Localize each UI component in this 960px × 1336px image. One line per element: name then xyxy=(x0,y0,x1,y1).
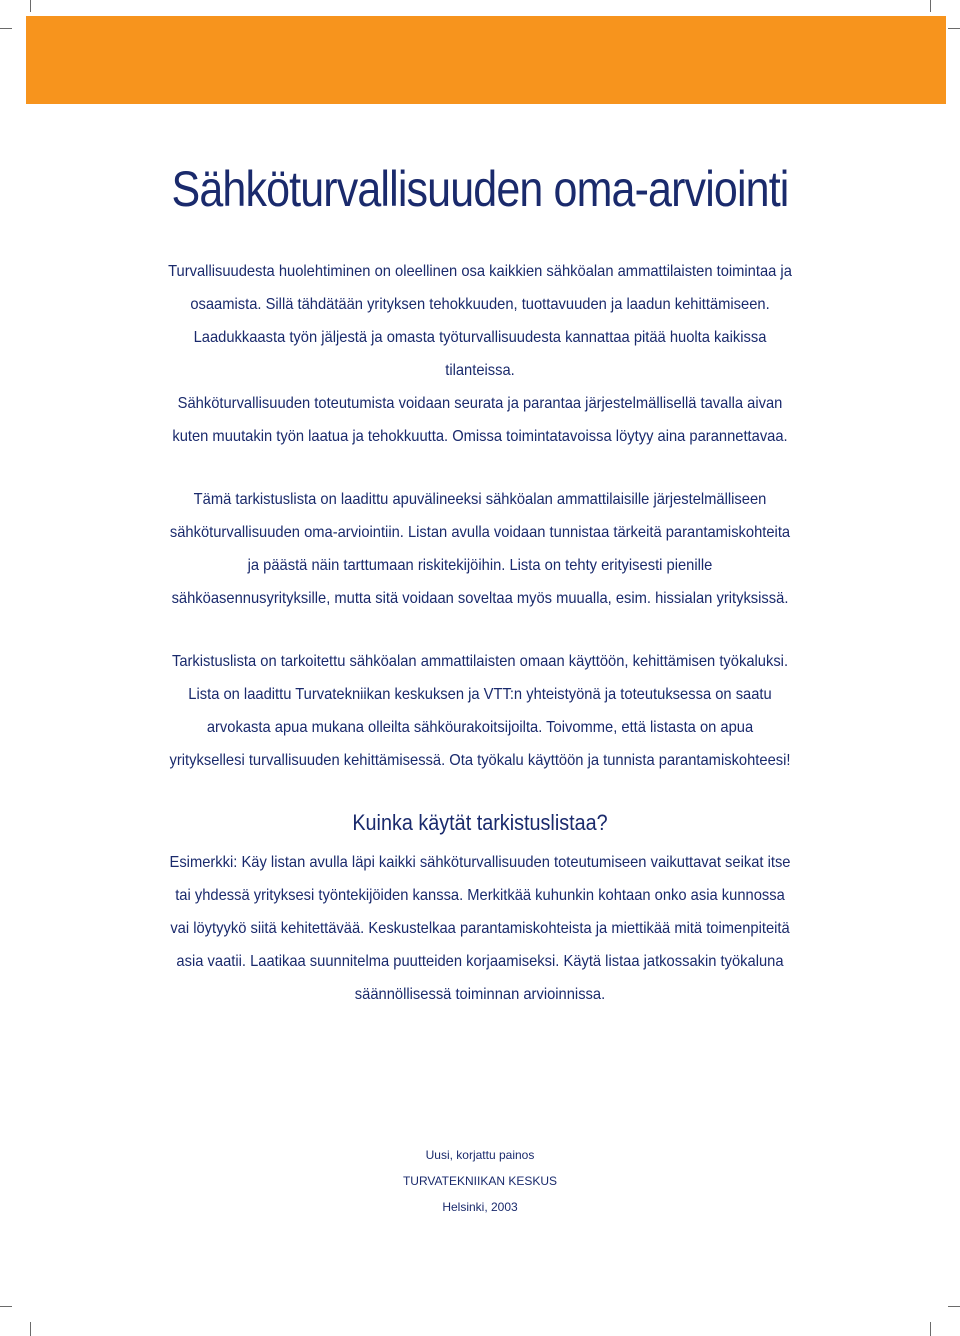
crop-mark-top-right-horizontal xyxy=(948,28,960,29)
crop-mark-bottom-left-vertical xyxy=(30,1322,31,1336)
intro-paragraph-1: Turvallisuudesta huolehtiminen on oleellinen osa kaikkien sähköalan ammattilaisten toimintaa ja osaamista. Sillä tähdätään yrityksen tehokkuuden, tuottavuuden ja laadun kehittämiseen. Laadukkaasta työn jäljestä ja omasta työturvallisuudesta kannattaa pitää huolta kaikissa tilanteissa. xyxy=(168,263,792,379)
howto-paragraph: Esimerkki: Käy listan avulla läpi kaikki sähköturvallisuuden toteutumiseen vaikuttavat seikat itse tai yhdessä yrityksesi työntekijöiden kanssa. Merkitkää kuhunkin kohtaan onko asia kunnossa vai löytyykö siitä kehitettävää. Keskustelkaa parantamiskohteista ja miettikää mitä toimenpiteitä asia vaatii. Laatikaa suunnitelma puutteiden korjaamiseksi. Käytä listaa jatkossakin työkaluna säännöllisessä toiminnan arvioinnissa. xyxy=(169,854,791,1003)
publication-info xyxy=(0,1142,960,1220)
orange-header-bar xyxy=(26,16,946,104)
crop-mark-top-left-horizontal xyxy=(0,28,12,29)
crop-mark-top-right-vertical xyxy=(930,0,931,12)
edition-note: Uusi, korjattu painos xyxy=(425,1148,535,1162)
crop-mark-top-left-vertical xyxy=(30,0,31,12)
intro-paragraph-3: Tämä tarkistuslista on laadittu apuvälineeksi sähköalan ammattilaisille järjestelmälliseen sähköturvallisuuden oma-arviointiin. Listan avulla voidaan tunnistaa tärkeitä parantamiskohteita ja päästä näin tarttumaan riskitekijöihin. Lista on tehty erityisesti pienille sähköasennusyrityksille, mutta sitä voidaan soveltaa myös muualla, esim. hissialan yrityksissä. xyxy=(169,491,791,607)
crop-mark-bottom-left-horizontal xyxy=(0,1306,12,1307)
publisher-name: TURVATEKNIIKAN KESKUS xyxy=(402,1174,558,1188)
page-title: Sähköturvallisuuden oma-arviointi xyxy=(171,161,789,217)
howto-heading: Kuinka käytät tarkistuslistaa? xyxy=(352,810,608,835)
intro-paragraph-4: Tarkistuslista on tarkoitettu sähköalan ammattilaisten omaan käyttöön, kehittämisen työkaluksi. Lista on laadittu Turvatekniikan keskuksen ja VTT:n yhteistyönä ja toteutuksessa on saatu arvokasta apua mukana olleilta sähköurakoitsijoilta. Toivomme, että listasta on apua yrityksellesi turvallisuuden kehittämisessä. Ota työkalu käyttöön ja tunnista parantamiskohteesi! xyxy=(169,653,791,769)
crop-mark-bottom-right-horizontal xyxy=(948,1306,960,1307)
place-year: Helsinki, 2003 xyxy=(442,1200,518,1214)
crop-mark-bottom-right-vertical xyxy=(930,1322,931,1336)
intro-paragraph-2: Sähköturvallisuuden toteutumista voidaan seurata ja parantaa järjestelmällisellä tavalla aivan kuten muutakin työn laatua ja tehokkuutta. Omissa toimintatavoissa löytyy aina parannettavaa. xyxy=(172,395,788,445)
